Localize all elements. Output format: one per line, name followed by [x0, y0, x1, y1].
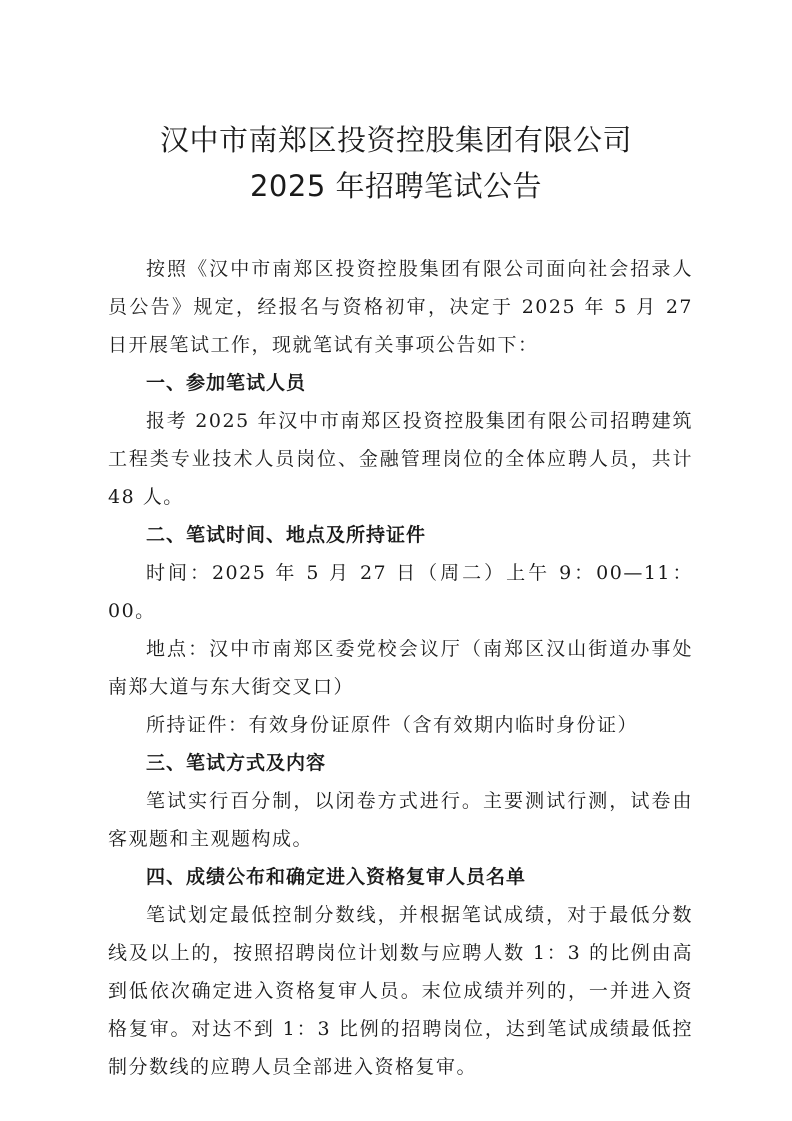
section-2-time: 时间：2025 年 5 月 27 日（周二）上午 9：00—11：00。 [108, 562, 693, 622]
section-2-place: 地点：汉中市南郑区委党校会议厅（南郑区汉山街道办事处南郑大道与东大街交叉口） [108, 638, 693, 698]
section-1-heading: 一、参加笔试人员 [146, 372, 307, 394]
document-body [108, 250, 693, 1086]
section-2-id-documents: 所持证件：有效身份证原件（含有效期内临时身份证） [146, 714, 639, 736]
section-2-heading: 二、笔试时间、地点及所持证件 [146, 524, 427, 546]
document-title-line-1: 汉中市南郑区投资控股集团有限公司 [159, 123, 632, 157]
document-title-line-2: 2025 年招聘笔试公告 [249, 169, 543, 203]
intro-paragraph: 按照《汉中市南郑区投资控股集团有限公司面向社会招录人员公告》规定，经报名与资格初审，决定于 2025 年 5 月 27 日开展笔试工作，现就笔试有关事项公告如下： [108, 258, 693, 356]
section-1-paragraph: 报考 2025 年汉中市南郑区投资控股集团有限公司招聘建筑工程类专业技术人员岗位、金融管理岗位的全体应聘人员，共计 48 人。 [108, 410, 693, 508]
section-4-heading: 四、成绩公布和确定进入资格复审人员名单 [146, 866, 527, 888]
section-3-heading: 三、笔试方式及内容 [146, 752, 327, 774]
section-3-paragraph: 笔试实行百分制，以闭卷方式进行。主要测试行测，试卷由客观题和主观题构成。 [108, 790, 693, 850]
section-4-paragraph: 笔试划定最低控制分数线，并根据笔试成绩，对于最低分数线及以上的，按照招聘岗位计划数与应聘人数 1：3 的比例由高到低依次确定进入资格复审人员。末位成绩并列的，一并进入资格复审。对达不到 1：3 比例的招聘岗位，达到笔试成绩最低控制分数线的应聘人员全部进入资格复审。 [108, 904, 693, 1078]
